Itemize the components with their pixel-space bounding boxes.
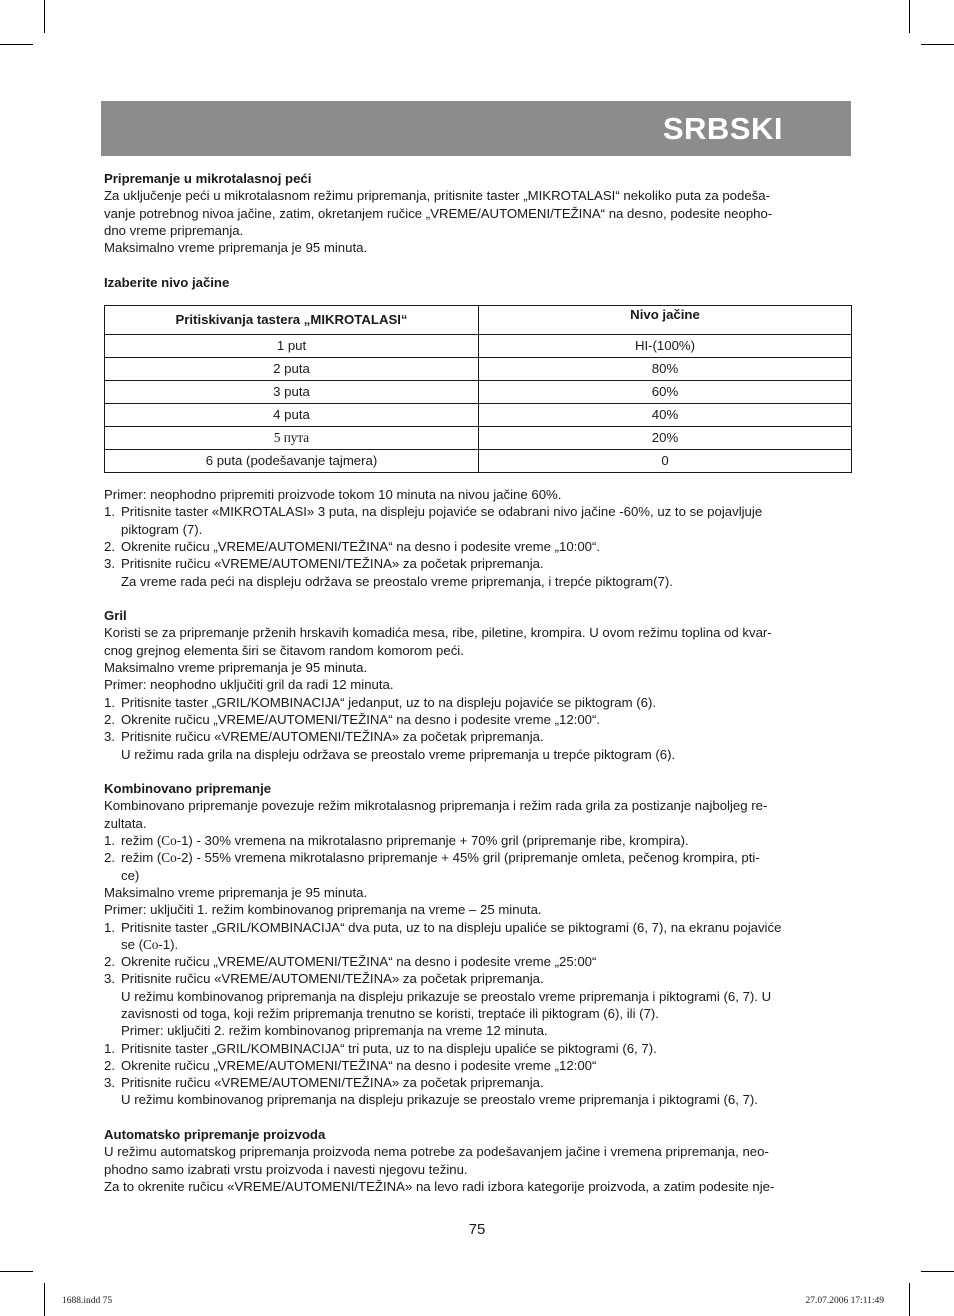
table-row [105,404,852,427]
co-symbol: Co [161,850,177,866]
table-cell: 1 put [105,335,479,358]
list-number: 3. [104,1075,115,1091]
paragraph-line: U režimu automatskog pripremanja proizvoda nema potrebe za podešavanjem jačine i vremena pripremanja, neo- [104,1144,769,1160]
note-text: zavisnosti od toga, koji režim pripremanja trenutno se koristi, treptaće ili piktogram (6), ili (7). [121,1005,659,1021]
list-text: Pritisnite ručicu «VREME/AUTOMENI/TEŽINA» za početak pripremanja. [121,556,544,572]
list-number: 3. [104,971,115,987]
section-heading-grill: Gril [104,608,127,624]
paragraph-line: phodno samo izabrati vrstu proizvoda i navesti njegovu težinu. [104,1161,468,1177]
crop-mark [921,44,954,45]
crop-mark [44,0,45,33]
paragraph-line: vanje potrebnog nivoa jačine, zatim, okretanjem ručice „VREME/AUTOMENI/TEŽINA“ na desno, podesite neopho- [104,205,773,221]
section-heading-combined: Kombinovano pripremanje [104,781,272,797]
table-cell: 6 puta (podešavanje tajmera) [105,450,479,473]
table-cell: 80% [479,358,852,381]
table-row [105,335,852,358]
list-number: 2. [104,850,115,866]
note-text: U režimu kombinovanog pripremanja na displeju prikazuje se preostalo vreme pripremanja i piktogrami (6, 7). U [121,988,772,1004]
table-row [105,450,852,473]
list-number: 2. [104,538,115,554]
paragraph-line: Primer: neophodno uključiti gril da radi 12 minuta. [104,677,394,693]
paragraph-line: Za uključenje peći u mikrotalasnom režimu pripremanja, pritisnite taster „MIKROTALASI“ nekoliko puta za podeša- [104,188,770,204]
table-cell: HI-(100%) [479,335,852,358]
list-number: 1. [104,919,115,935]
crop-mark [921,1271,954,1272]
list-number: 2. [104,954,115,970]
list-number: 1. [104,694,115,710]
list-text: režim (Co-2) - 55% vremena mikrotalasno pripremanje + 45% gril (pripremanje omleta, pečenog krompira, pti- [121,850,760,866]
list-item [104,919,850,954]
note-text: Za vreme rada peći na displeju održava se preostalo vreme pripremanja, i trepće piktogram(7). [121,573,673,589]
note-text: U režimu rada grila na displeju održava se preostalo vreme pripremanja u trepće piktogram (6). [121,746,676,762]
list-text: Okrenite ručicu „VREME/AUTOMENI/TEŽINA“ na desno i podesite vreme „25:00“ [121,954,597,970]
table-row [105,381,852,404]
section-heading-auto: Automatsko pripremanje proizvoda [104,1127,326,1143]
paragraph-line: Primer: uključiti 1. režim kombinovanog pripremanja na vreme – 25 minuta. [104,902,542,918]
steps-list [104,1040,850,1092]
table-cell: 40% [479,404,852,427]
list-number: 1. [104,833,115,849]
list-item [104,832,850,849]
list-number: 3. [104,556,115,572]
list-text: se (Co-1). [121,936,179,952]
paragraph-line: dno vreme pripremanja. [104,222,244,238]
list-text: Pritisnite taster «MIKROTALASI» 3 puta, na displeju pojaviće se odabrani nivo jačine -60%, uz to se pojavljuje [121,504,763,520]
list-item [104,1040,850,1057]
paragraph-line: Za to okrenite ručicu «VREME/AUTOMENI/TEŽINA» na levo radi izbora kategorije proizvoda, a zatim podesite nje- [104,1178,775,1194]
list-item [104,711,850,728]
list-text: Okrenite ručicu „VREME/AUTOMENI/TEŽINA“ na desno i podesite vreme „10:00“. [121,538,601,554]
paragraph-line: Maksimalno vreme pripremanja je 95 minuta. [104,240,368,256]
list-text: Okrenite ručicu „VREME/AUTOMENI/TEŽINA“ na desno i podesite vreme „12:00“ [121,1057,597,1073]
table-cell: 60% [479,381,852,404]
list-item [104,1074,850,1091]
co-symbol: Co [161,833,177,849]
crop-mark [909,1283,910,1316]
steps-list [104,694,850,746]
list-item [104,538,850,555]
list-number: 2. [104,1057,115,1073]
list-item [104,555,850,572]
list-text: Pritisnite taster „GRIL/KOMBINACIJA“ tri puta, uz to na displeju upaliće se piktogrami (6, 7). [121,1040,657,1056]
example-text: Primer: neophodno pripremiti proizvode tokom 10 minuta na nivou jačine 60%. [104,487,562,503]
paragraph-line: Kombinovano pripremanje povezuje režim mikrotalasnog pripremanja i režim rada grila za postizanje najboljeg re- [104,798,768,814]
crop-mark [909,0,910,33]
paragraph-line: Maksimalno vreme pripremanja je 95 minuta. [104,884,368,900]
table-header-level: Nivo jačine [479,306,852,335]
list-text: režim (Co-1) - 30% vremena na mikrotalasno pripremanje + 70% gril (pripremanje ribe, krompira). [121,833,689,849]
power-level-table [104,305,852,473]
modes-list [104,832,850,884]
list-text: Okrenite ručicu „VREME/AUTOMENI/TEŽINA“ na desno i podesite vreme „12:00“. [121,711,601,727]
list-number: 1. [104,1040,115,1056]
list-text: Pritisnite taster „GRIL/KOMBINACIJA“ jedanput, uz to na displeju pojaviće se piktogram (6). [121,694,657,710]
paragraph-line: Koristi se za pripremanje prženih hrskavih komadića mesa, ribe, piletine, krompira. U ovom režimu toplina od kvar- [104,625,772,641]
paragraph-line: Maksimalno vreme pripremanja je 95 minuta. [104,660,368,676]
list-text: ce) [121,867,140,883]
section-heading-microwave: Pripremanje u mikrotalasnoj peći [104,171,312,186]
table-cell: 2 puta [105,358,479,381]
table-cell: 20% [479,427,852,450]
table-header-presses: Pritiskivanja tastera „MIKROTALASI“ [105,306,479,335]
table-cell: 0 [479,450,852,473]
list-item [104,1057,850,1074]
language-title: SRBSKI [662,111,783,146]
co-symbol: Co [142,936,159,952]
table-cell: 5 пута [105,427,479,450]
steps-list [104,919,850,988]
paragraph-line: cnog grejnog elementa širi se čitavom random komorom peći. [104,642,464,658]
note-text: U režimu kombinovanog pripremanja na displeju prikazuje se preostalo vreme pripremanja i piktogrami (6, 7). [121,1092,758,1108]
list-item [104,694,850,711]
section-heading-power-level: Izaberite nivo jačine [104,274,230,290]
list-item [104,728,850,745]
page-number: 75 [468,1221,486,1238]
crop-mark [0,44,33,45]
steps-list [104,503,850,572]
crop-mark [44,1283,45,1316]
list-item [104,970,850,987]
table-cell: 4 puta [105,404,479,427]
list-text: Pritisnite taster „GRIL/KOMBINACIJA“ dva puta, uz to na displeju upaliće se piktogrami (6, 7), na ekranu pojaviće [121,919,782,935]
table-header-row [105,306,852,335]
note-text: Primer: uključiti 2. režim kombinovanog pripremanja na vreme 12 minuta. [121,1023,548,1039]
list-text: Pritisnite ručicu «VREME/AUTOMENI/TEŽINA» za početak pripremanja. [121,1075,544,1091]
list-number: 1. [104,504,115,520]
table-cell: 3 puta [105,381,479,404]
list-number: 2. [104,711,115,727]
table-row [105,358,852,381]
list-item [104,953,850,970]
list-number: 3. [104,729,115,745]
footer-file-info: 1688.indd 75 [62,1296,113,1306]
list-text: piktogram (7). [121,521,203,537]
list-text: Pritisnite ručicu «VREME/AUTOMENI/TEŽINA» za početak pripremanja. [121,971,544,987]
crop-mark [0,1271,33,1272]
list-text: Pritisnite ručicu «VREME/AUTOMENI/TEŽINA» za početak pripremanja. [121,729,544,745]
language-header-bar [101,101,851,156]
footer-date-info: 27.07.2006 17:11:49 [805,1296,884,1306]
list-item [104,849,850,884]
list-item [104,503,850,538]
table-row [105,427,852,450]
page-content [104,170,850,1195]
paragraph-line: zultata. [104,815,147,831]
